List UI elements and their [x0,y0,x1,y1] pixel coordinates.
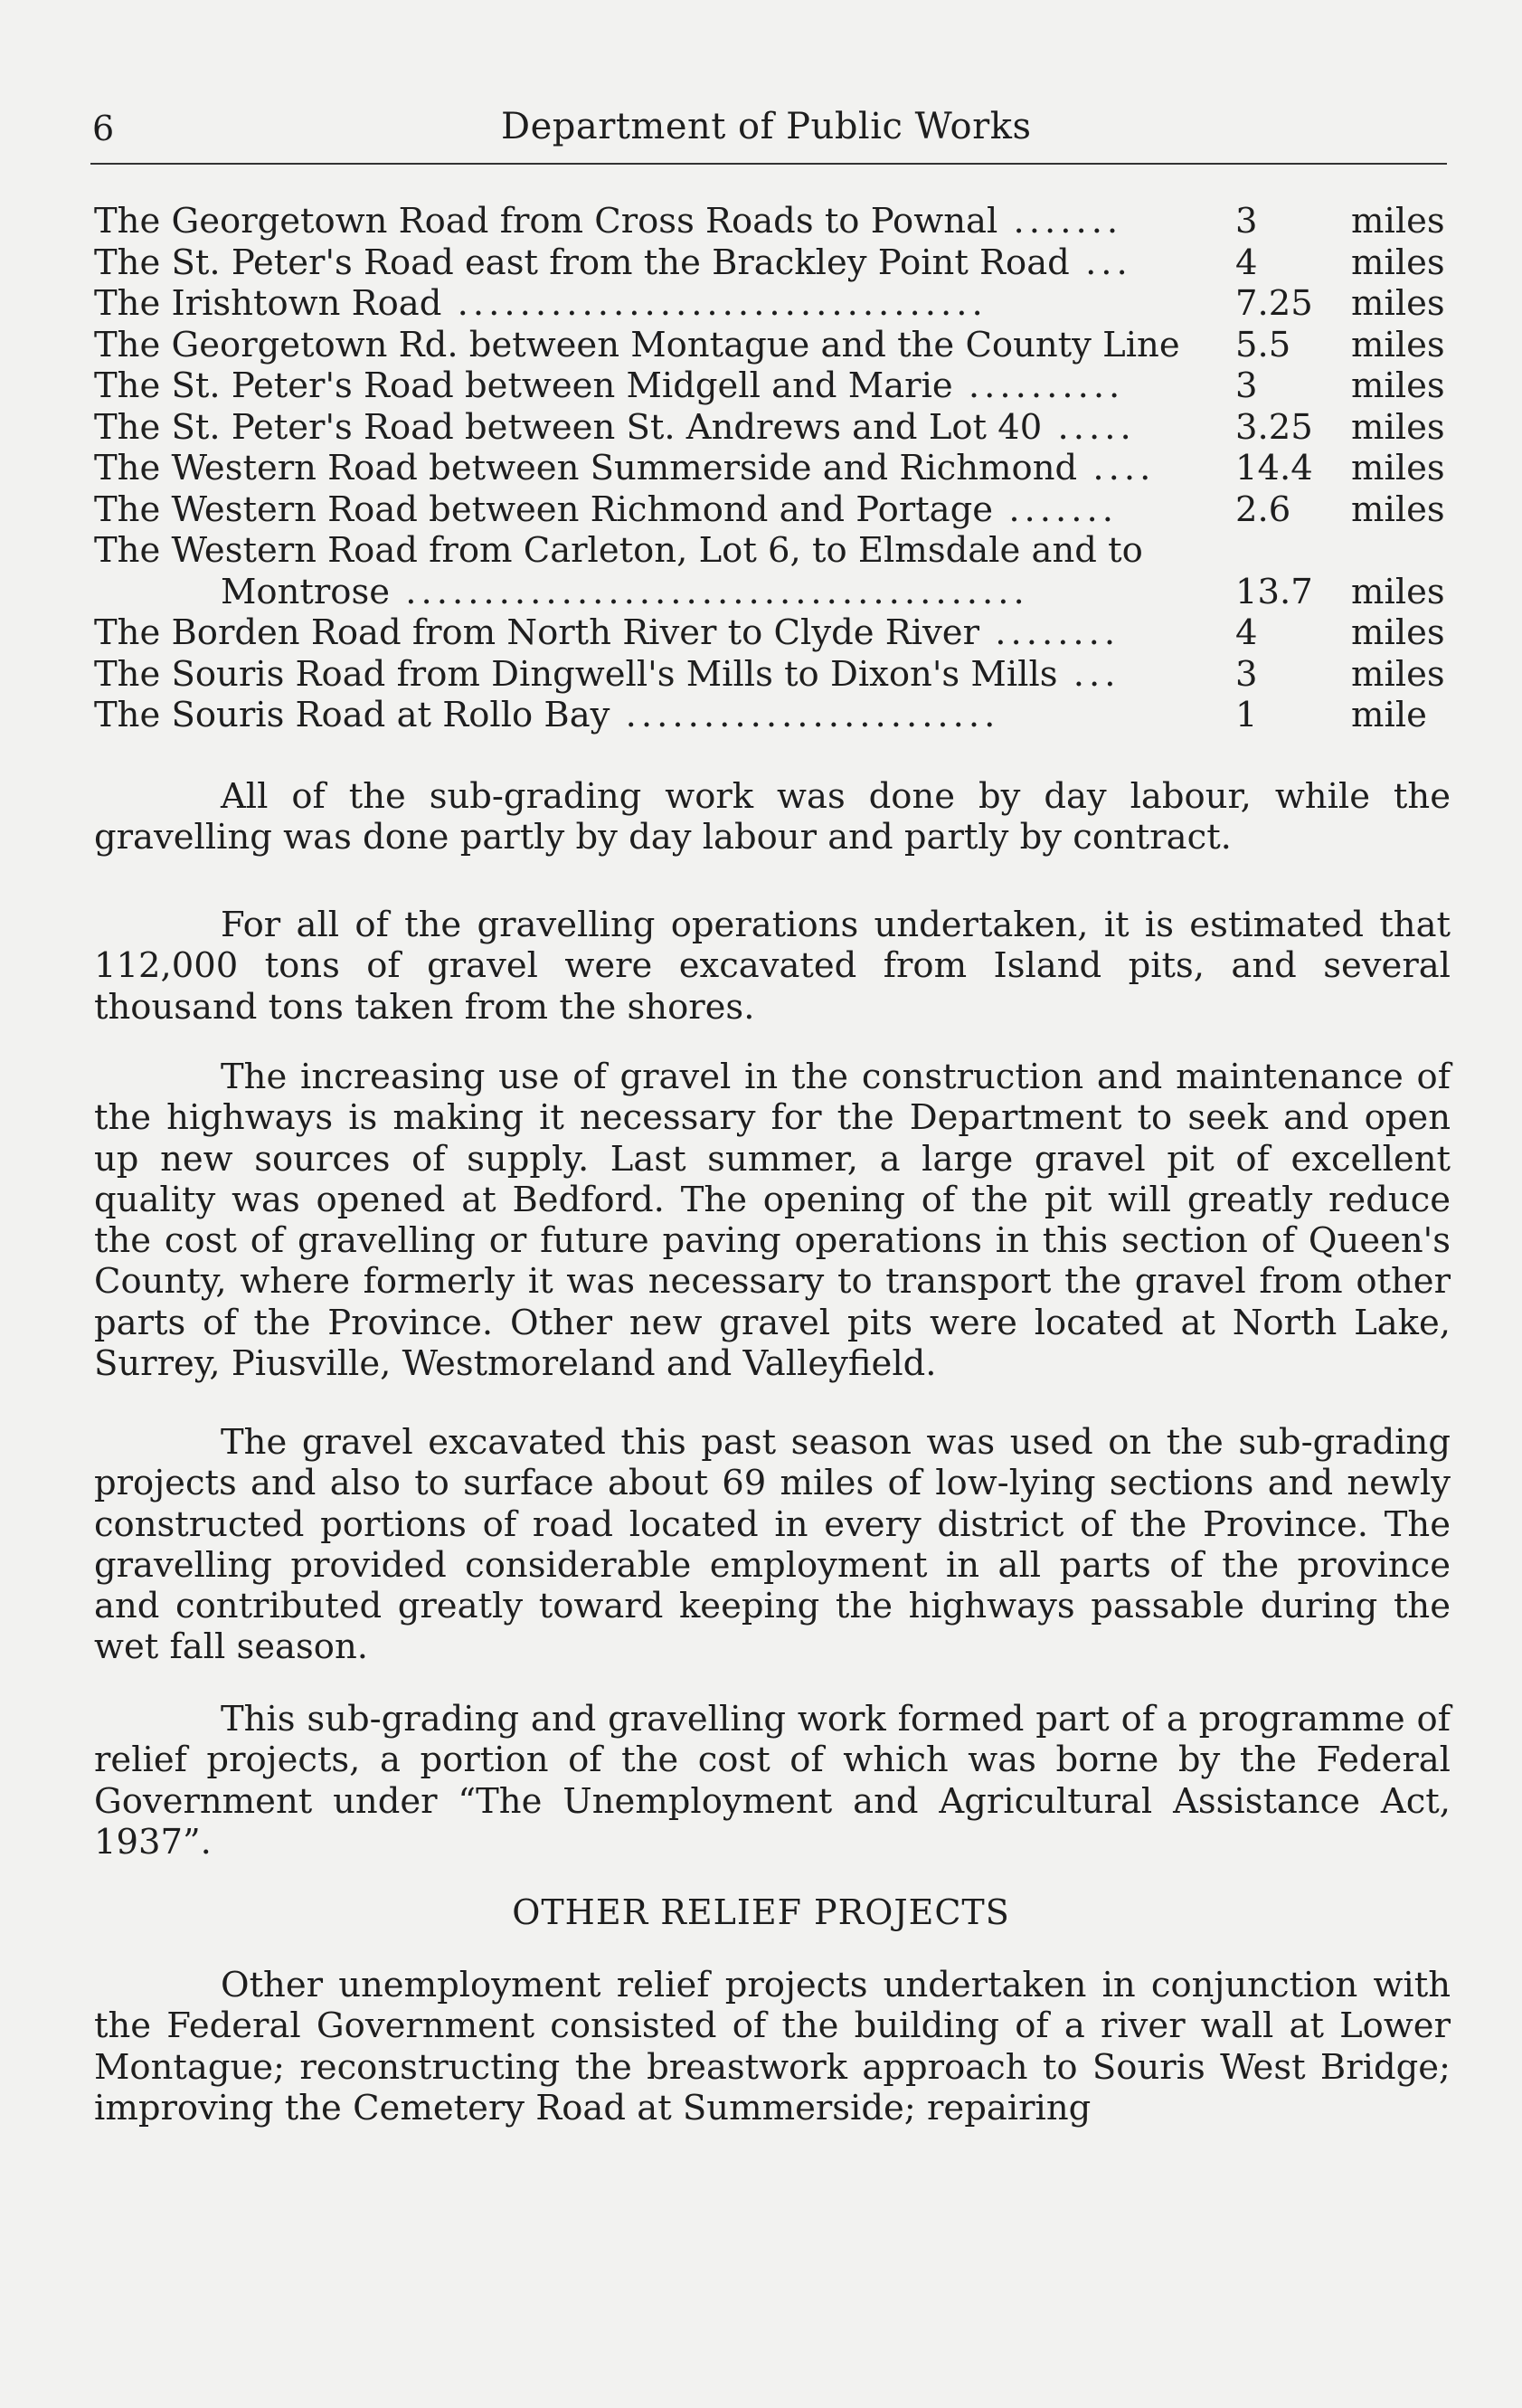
body-paragraph: This sub-grading and gravelling work formed part of a programme of relief projects, a portion of the cost of which was borne by the Federal Government under “The Unemployment and Agricultural Assistance Act, 1937”. [94,1699,1451,1863]
road-miles-value: 2.6 [1235,488,1291,530]
road-row [94,325,1460,366]
road-name-text: The Western Road between Richmond and Portage [94,488,994,530]
road-miles-unit: miles [1351,571,1445,612]
dot-leader: ... [1069,242,1132,283]
road-row [94,530,1460,612]
road-miles-unit: miles [1351,448,1445,488]
road-miles-unit: miles [1351,406,1445,448]
dot-leader: ..... [1042,406,1136,448]
road-miles-value: 14.4 [1235,448,1313,488]
road-name [94,201,1215,242]
road-miles-unit: miles [1351,365,1445,406]
road-name-text: The Borden Road from North River to Clyde River [94,612,979,653]
road-miles-value: 13.7 [1235,571,1313,612]
road-name-text: The Souris Road at Rollo Bay [94,695,610,735]
page-header [89,101,1456,156]
road-row [94,242,1460,284]
road-name-text: The St. Peter's Road between St. Andrews and Lot 40 [94,406,1043,448]
dot-leader: .... [1077,448,1156,488]
road-name-text: The Western Road from Carleton, Lot 6, to Elmsdale and to [94,530,1143,571]
road-name-text: The Irishtown Road [94,283,442,324]
dot-leader: ....... [993,488,1118,530]
road-miles-unit: miles [1351,653,1445,695]
road-name [94,448,1215,489]
road-miles-value: 4 [1235,242,1258,283]
dot-leader: .................................. [441,283,988,324]
road-name-text: The Souris Road from Dingwell's Mills to Dixon's Mills [94,653,1058,695]
road-miles-unit: miles [1351,488,1445,530]
road-name-text: The Georgetown Rd. between Montague and the County Line [94,324,1180,365]
road-miles-value: 3 [1235,365,1258,406]
page-number: 6 [92,109,115,148]
road-row [94,365,1460,407]
dot-leader: ........................ [610,695,1000,735]
road-name-text: The St. Peter's Road between Midgell and Marie [94,365,953,406]
road-row [94,695,1460,736]
body-paragraph: Other unemployment relief projects undertaken in conjunction with the Federal Government consisted of the building of a river wall at Lower Montague; reconstructing the breastwork approach to Souris West Bridge; improving the Cemetery Road at Summerside; repairing [94,1965,1451,2128]
road-name [94,407,1215,449]
road-row [94,201,1460,242]
road-row [94,448,1460,489]
body-paragraph: All of the sub-grading work was done by day labour, while the gravelling was done partly by day labour and partly by contract. [94,776,1451,858]
road-name [94,242,1215,284]
road-row [94,654,1460,696]
section-heading: OTHER RELIEF PROJECTS [512,1892,1010,1932]
road-name [94,489,1215,531]
road-miles-unit: miles [1351,324,1445,365]
road-row [94,283,1460,325]
header-rule [90,163,1447,165]
road-miles-value: 3 [1235,201,1258,242]
road-miles-unit: miles [1351,612,1445,653]
body-paragraph: For all of the gravelling operations undertaken, it is estimated that 112,000 tons of gravel were excavated from Island pits, and several thousand tons taken from the shores. [94,905,1451,1028]
road-name-text: The St. Peter's Road east from the Brackley Point Road [94,242,1070,283]
road-row [94,489,1460,531]
road-name [94,283,1215,325]
road-miles-value: 3.25 [1235,406,1313,448]
dot-leader: ........ [979,612,1120,653]
road-name-text: The Western Road between Summerside and Richmond [94,448,1078,488]
body-paragraph: The increasing use of gravel in the construction and maintenance of the highways is making it necessary for the Department to seek and open up new sources of supply. Last summer, a large gravel pit of excellent quality was opened at Bedford. The opening of the pit will greatly reduce the cost of gravelling or future paving operations in this section of Queen's County, where formerly it was necessary to transport the gravel from other parts of the Province. Other new gravel pits were located at North Lake, Surrey, Piusville, Westmoreland and Valleyfield. [94,1057,1451,1385]
road-name-text: Montrose [221,571,390,612]
road-name-continuation [94,572,1215,613]
dot-leader: ........................................ [390,571,1029,612]
road-miles-value: 1 [1235,695,1258,735]
road-miles-unit: mile [1351,695,1427,735]
road-miles-value: 7.25 [1235,283,1313,324]
road-name [94,654,1215,696]
road-row [94,407,1460,449]
road-name-text: The Georgetown Road from Cross Roads to Pownal [94,201,998,242]
road-name [94,612,1215,654]
body-paragraph: The gravel excavated this past season was used on the sub-grading projects and also to surface about 69 miles of low-lying sections and newly constructed portions of road located in every district of the Province. The gravelling provided considerable employment in all parts of the province and contributed greatly toward keeping the highways passable during the wet fall season. [94,1422,1451,1668]
road-miles-value: 4 [1235,612,1258,653]
road-miles-unit: miles [1351,242,1445,283]
dot-leader: .......... [952,365,1125,406]
road-name [94,695,1215,736]
dot-leader: ... [1057,653,1120,695]
road-row [94,612,1460,654]
road-name [94,365,1215,407]
road-name [94,530,1215,612]
dot-leader: ....... [997,201,1123,242]
road-mileage-list [94,201,1460,736]
road-miles-unit: miles [1351,201,1445,242]
road-name [94,325,1215,366]
running-title: Department of Public Works [501,106,1032,147]
road-miles-unit: miles [1351,283,1445,324]
road-miles-value: 3 [1235,653,1258,695]
road-miles-value: 5.5 [1235,324,1291,365]
